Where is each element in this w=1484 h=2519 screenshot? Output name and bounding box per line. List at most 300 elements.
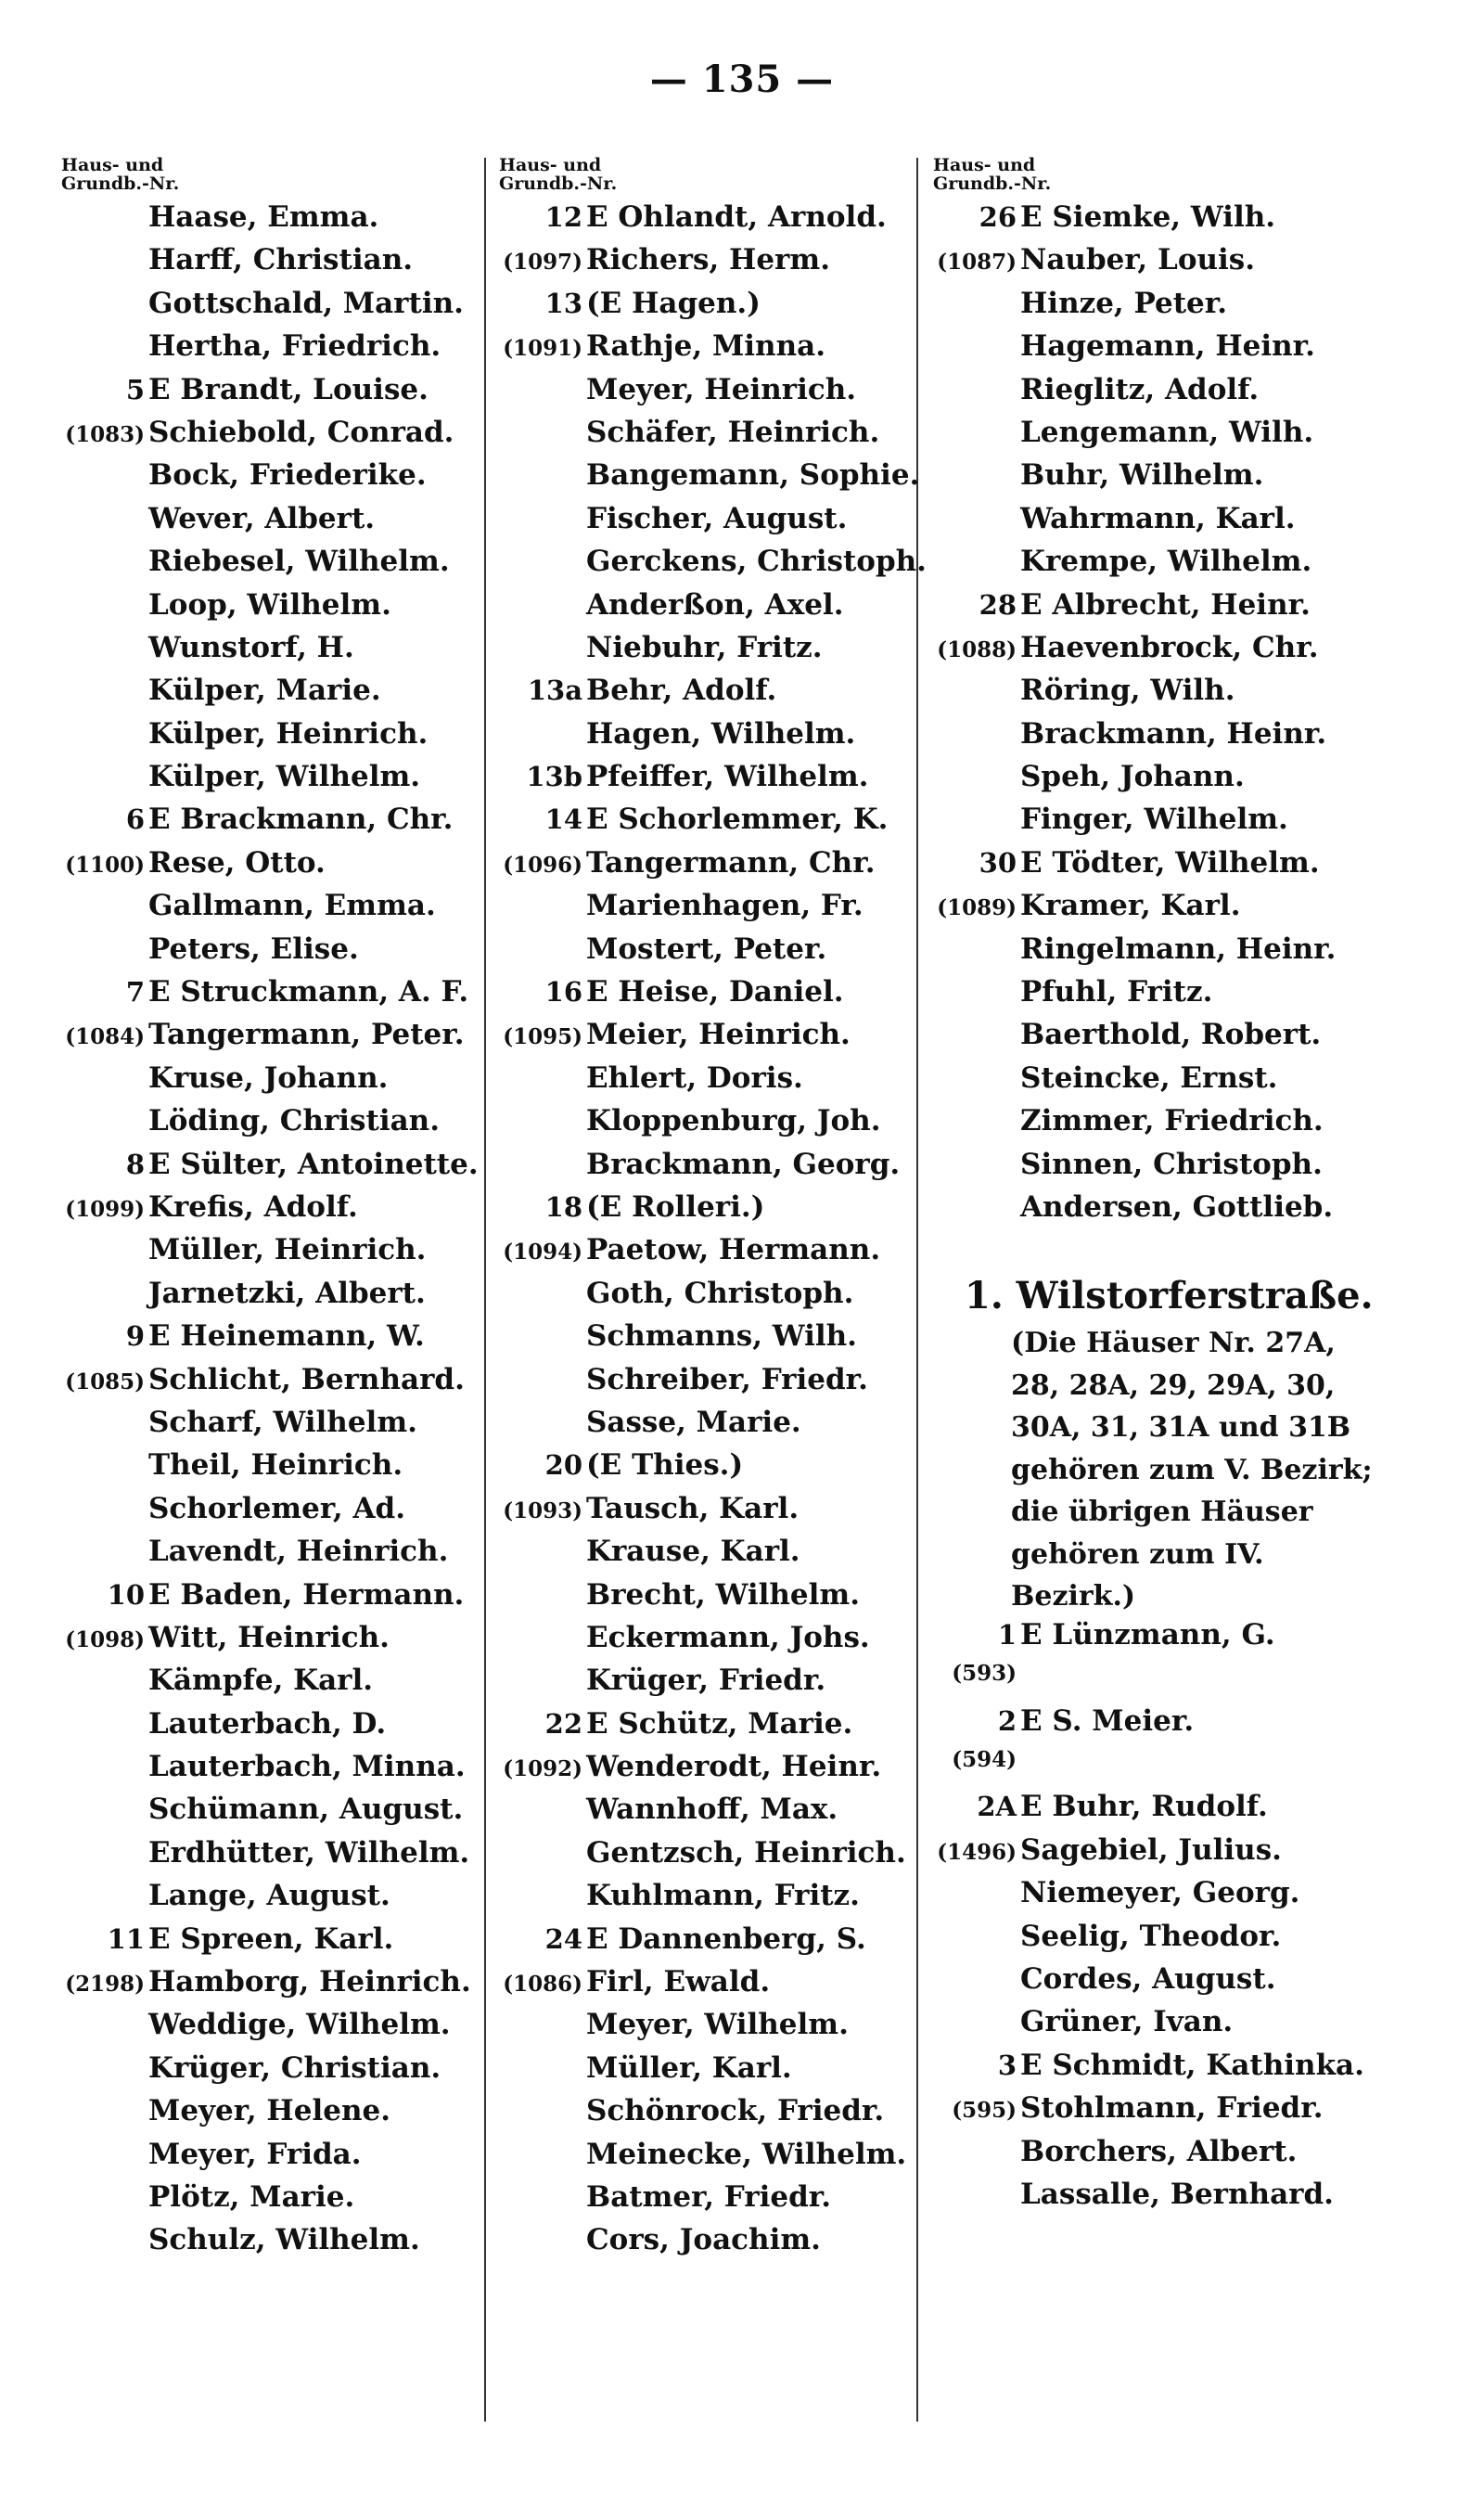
house-number: (1083) — [65, 421, 145, 447]
resident-name: Müller, Karl. — [586, 2050, 792, 2085]
resident-name: Gerckens, Christoph. — [586, 545, 927, 579]
resident-name: E Albrecht, Heinr. — [1020, 587, 1311, 622]
resident-name: Rieglitz, Adolf. — [1020, 372, 1260, 406]
house-number: 30 — [979, 846, 1017, 879]
resident-name: E Heise, Daniel. — [586, 975, 844, 1009]
directory-entry — [56, 1707, 473, 1750]
resident-name: (E Thies.) — [586, 1448, 744, 1483]
directory-entry — [56, 1793, 473, 1835]
resident-name: Mostert, Peter. — [586, 932, 827, 966]
directory-entry — [493, 803, 920, 845]
section-note: (Die Häuser Nr. 27A, 28, 28A, 29, 29A, 30, 30A, 31, 31A und 31B gehören zum V. Bezirk; die übrigen Häuser gehören zum IV. Bezirk.) — [1011, 1327, 1373, 1613]
directory-entry — [56, 1621, 473, 1664]
directory-entry — [493, 287, 920, 329]
resident-name: Schlicht, Bernhard. — [148, 1362, 465, 1396]
section-heading: 1. Wilstorferstraße. — [965, 1274, 1374, 1318]
house-number: 13a — [527, 675, 582, 707]
resident-name: Grüner, Ivan. — [1020, 2005, 1234, 2039]
directory-entry — [56, 243, 473, 286]
resident-name: Gentzsch, Heinrich. — [586, 1835, 906, 1870]
house-number: 26 — [979, 201, 1017, 233]
directory-entry — [493, 1277, 920, 1319]
resident-name: Nauber, Louis. — [1020, 243, 1256, 277]
resident-name: Lauterbach, D. — [148, 1706, 387, 1741]
resident-name: Harff, Christian. — [148, 243, 414, 277]
house-number: 2 — [997, 1704, 1017, 1737]
house-number: 10 — [107, 1578, 145, 1611]
directory-entry — [493, 1664, 920, 1706]
resident-name: Plötz, Marie. — [148, 2179, 355, 2214]
house-number: (1496) — [937, 1839, 1017, 1865]
house-number: 6 — [125, 803, 145, 836]
resident-name: Goth, Christoph. — [586, 1276, 854, 1310]
directory-entry — [493, 1578, 920, 1621]
directory-entry — [493, 1836, 920, 1879]
resident-name: Speh, Johann. — [1020, 760, 1245, 794]
directory-entry — [928, 1962, 1410, 2005]
house-number: (1089) — [937, 895, 1017, 921]
directory-entry — [56, 846, 473, 889]
resident-name: Külper, Heinrich. — [148, 716, 429, 751]
directory-entry — [56, 416, 473, 458]
directory-entry — [56, 2180, 473, 2223]
resident-name: Jarnetzki, Albert. — [148, 1276, 426, 1310]
directory-entry — [56, 1836, 473, 1879]
resident-name: Sagebiel, Julius. — [1020, 1832, 1282, 1867]
house-number: 5 — [125, 373, 145, 405]
directory-entry — [493, 1965, 920, 2008]
resident-name: Finger, Wilhelm. — [1020, 803, 1288, 837]
resident-name: Brackmann, Heinr. — [1020, 716, 1327, 751]
directory-entry — [56, 932, 473, 975]
resident-name: Wannhoff, Max. — [586, 1793, 838, 1827]
directory-entry — [928, 545, 1410, 587]
resident-name: Stohlmann, Friedr. — [1020, 2091, 1324, 2126]
house-number: (1094) — [503, 1240, 582, 1266]
resident-name: Brecht, Wilhelm. — [586, 1577, 861, 1612]
directory-entry — [493, 1406, 920, 1448]
directory-entry — [56, 545, 473, 587]
directory-entry — [56, 1277, 473, 1319]
resident-name: Theil, Heinrich. — [148, 1448, 403, 1483]
directory-entry — [493, 1448, 920, 1491]
resident-name: (E Hagen.) — [586, 286, 761, 320]
resident-name: Tangermann, Peter. — [148, 1018, 465, 1052]
directory-entry — [493, 631, 920, 674]
resident-name: Wunstorf, H. — [148, 630, 354, 664]
resident-name: Zimmer, Friedrich. — [1020, 1104, 1324, 1138]
house-number: 24 — [544, 1922, 582, 1955]
directory-entry — [928, 373, 1410, 416]
resident-name: Brackmann, Georg. — [586, 1147, 901, 1181]
resident-name: Eckermann, Johs. — [586, 1620, 870, 1654]
directory-entry — [928, 458, 1410, 501]
resident-name: Paetow, Hermann. — [586, 1233, 881, 1267]
resident-name: Krempe, Wilhelm. — [1020, 545, 1312, 579]
resident-name: Schreiber, Friedr. — [586, 1362, 868, 1396]
directory-entry — [928, 1920, 1410, 1962]
house-number: 18 — [544, 1190, 582, 1223]
resident-name: Tausch, Karl. — [586, 1491, 800, 1525]
directory-entry — [56, 1448, 473, 1491]
directory-entry — [493, 1922, 920, 1965]
resident-name: Hagemann, Heinr. — [1020, 329, 1315, 364]
directory-entry — [56, 1406, 473, 1448]
directory-entry — [928, 1833, 1410, 1876]
resident-name: Buhr, Wilhelm. — [1020, 458, 1264, 493]
resident-name: Scharf, Wilhelm. — [148, 1405, 417, 1439]
house-number: (1099) — [65, 1196, 145, 1222]
resident-name: E Schmidt, Kathinka. — [1020, 2048, 1364, 2082]
resident-name: Hinze, Peter. — [1020, 286, 1228, 320]
resident-name: Sasse, Marie. — [586, 1405, 801, 1439]
directory-entry — [493, 588, 920, 631]
directory-entry — [493, 458, 920, 501]
resident-name: Cors, Joachim. — [586, 2223, 821, 2257]
directory-entry — [56, 631, 473, 674]
directory-entry — [56, 1578, 473, 1621]
directory-entry — [56, 1018, 473, 1060]
directory-entry — [56, 373, 473, 416]
resident-name: Batmer, Friedr. — [586, 2179, 832, 2214]
directory-entry — [56, 803, 473, 845]
directory-entry — [493, 200, 920, 243]
house-number: 22 — [544, 1707, 582, 1740]
house-number: (1093) — [503, 1497, 582, 1523]
house-number: 28 — [979, 588, 1017, 621]
resident-name: Kuhlmann, Fritz. — [586, 1879, 860, 1913]
resident-name: Loop, Wilhelm. — [148, 587, 391, 622]
resident-name: E Brackmann, Chr. — [148, 803, 454, 837]
directory-entry — [56, 717, 473, 760]
resident-name: E Lünzmann, G. — [1020, 1617, 1275, 1651]
directory-entry — [928, 502, 1410, 545]
directory-entry — [928, 631, 1410, 674]
directory-entry — [928, 2135, 1410, 2178]
resident-name: Lange, August. — [148, 1879, 390, 1913]
resident-name: Bock, Friederike. — [148, 458, 427, 493]
directory-entry — [493, 243, 920, 286]
column-header: Haus- und Grundb.-Nr. — [499, 155, 618, 194]
resident-name: Schmanns, Wilh. — [586, 1319, 857, 1354]
resident-name: Steincke, Ernst. — [1020, 1060, 1278, 1095]
directory-entry — [493, 545, 927, 587]
house-number: (1095) — [503, 1024, 582, 1050]
directory-entry — [493, 2094, 920, 2137]
directory-entry — [56, 2008, 473, 2050]
resident-name: Lassalle, Bernhard. — [1020, 2177, 1334, 2211]
directory-entry — [928, 1790, 1410, 1832]
resident-name: Niemeyer, Georg. — [1020, 1876, 1300, 1910]
column-divider — [484, 158, 486, 2422]
resident-name: Gallmann, Emma. — [148, 889, 436, 923]
house-number: 12 — [544, 201, 582, 233]
column-2 — [493, 155, 927, 2267]
directory-entry — [928, 1148, 1410, 1190]
resident-name: Gottschald, Martin. — [148, 286, 464, 320]
directory-entry — [493, 1363, 920, 1406]
house-number: (593) — [952, 1661, 1017, 1687]
directory-entry — [56, 1922, 473, 1965]
resident-name: Anderßon, Axel. — [586, 587, 844, 622]
resident-name: Baerthold, Robert. — [1020, 1018, 1322, 1052]
directory-entry — [493, 1319, 920, 1362]
resident-name: Müller, Heinrich. — [148, 1233, 427, 1267]
house-number: (1086) — [503, 1972, 582, 1998]
directory-entry — [56, 2051, 473, 2094]
directory-entry — [493, 2138, 920, 2180]
directory-entry — [928, 1190, 1410, 1233]
resident-name: Haase, Emma. — [148, 200, 379, 234]
resident-name: Kruse, Johann. — [148, 1060, 389, 1095]
directory-entry — [56, 1879, 473, 1921]
directory-entry — [493, 932, 920, 975]
resident-name: Tangermann, Chr. — [586, 845, 876, 880]
directory-entry — [56, 1363, 473, 1406]
directory-entry — [928, 846, 1410, 889]
directory-entry — [928, 717, 1410, 760]
directory-entry — [928, 1661, 1410, 1703]
directory-entry — [928, 2178, 1410, 2220]
directory-entry — [56, 1319, 473, 1362]
house-number: (595) — [952, 2098, 1017, 2124]
directory-entry — [56, 1535, 473, 1577]
directory-entry — [493, 1707, 920, 1750]
resident-name: Marienhagen, Fr. — [586, 889, 864, 923]
house-number: (1084) — [65, 1024, 145, 1050]
directory-entry — [493, 1793, 920, 1835]
directory-entry — [928, 200, 1410, 243]
directory-entry — [928, 674, 1410, 716]
resident-name: (E Rolleri.) — [586, 1189, 765, 1224]
resident-name: Wenderodt, Heinr. — [586, 1750, 882, 1784]
house-number: (2198) — [65, 1972, 145, 1998]
directory-entry — [56, 1233, 473, 1276]
resident-name: Hamborg, Heinrich. — [148, 1965, 471, 1999]
house-number: (1096) — [503, 852, 582, 878]
house-number: 16 — [544, 976, 582, 1009]
directory-entry — [493, 846, 920, 889]
directory-entry — [493, 975, 920, 1018]
resident-name: Meyer, Wilhelm. — [586, 2008, 849, 2042]
directory-entry — [493, 889, 920, 932]
directory-entry — [493, 1750, 920, 1793]
directory-entry — [928, 932, 1410, 975]
resident-name: Firl, Ewald. — [586, 1965, 771, 1999]
directory-entry — [928, 1061, 1410, 1104]
resident-name: Seelig, Theodor. — [1020, 1919, 1282, 1953]
resident-name: Haevenbrock, Chr. — [1020, 630, 1319, 664]
resident-name: E Struckmann, A. F. — [148, 975, 469, 1009]
directory-entry — [928, 1618, 1410, 1661]
directory-entry — [928, 1704, 1410, 1747]
directory-entry — [56, 502, 473, 545]
directory-entry — [493, 1492, 920, 1535]
column-3 — [928, 156, 1410, 2220]
house-number: (1097) — [503, 250, 582, 276]
directory-entry — [928, 243, 1410, 286]
resident-name: Lengemann, Wilh. — [1020, 415, 1314, 449]
resident-name: Niebuhr, Fritz. — [586, 630, 823, 664]
directory-entry — [493, 2223, 920, 2266]
directory-entry — [493, 717, 920, 760]
resident-name: E Sülter, Antoinette. — [148, 1147, 479, 1181]
resident-name: Löding, Christian. — [148, 1104, 441, 1138]
directory-entry — [928, 588, 1410, 631]
directory-entry — [493, 2008, 920, 2050]
directory-entry — [56, 975, 473, 1018]
directory-entry — [493, 373, 920, 416]
directory-entry — [928, 1018, 1410, 1060]
resident-name: Kramer, Karl. — [1020, 889, 1241, 923]
resident-name: Krüger, Christian. — [148, 2050, 441, 2085]
directory-entry — [493, 1018, 920, 1060]
directory-entry — [928, 889, 1410, 932]
directory-entry — [928, 287, 1410, 329]
resident-name: Kämpfe, Karl. — [148, 1664, 374, 1698]
resident-name: Krefis, Adolf. — [148, 1189, 358, 1224]
resident-name: E Dannenberg, S. — [586, 1921, 866, 1956]
directory-entry — [56, 760, 473, 803]
resident-name: Weddige, Wilhelm. — [148, 2008, 451, 2042]
directory-entry — [56, 2138, 473, 2180]
resident-name: Wahrmann, Karl. — [1020, 501, 1296, 535]
house-number: 3 — [997, 2049, 1017, 2081]
resident-name: Richers, Herm. — [586, 243, 830, 277]
resident-name: Meyer, Heinrich. — [586, 372, 857, 406]
directory-entry — [493, 1879, 920, 1921]
resident-name: Külper, Wilhelm. — [148, 760, 421, 794]
resident-name: Kloppenburg, Joh. — [586, 1104, 881, 1138]
resident-name: Andersen, Gottlieb. — [1020, 1189, 1334, 1224]
resident-name: Ehlert, Doris. — [586, 1060, 803, 1095]
resident-name: Fischer, August. — [586, 501, 848, 535]
column-header: Haus- und Grundb.-Nr. — [933, 155, 1052, 194]
directory-entry — [493, 760, 920, 803]
resident-name: Schorlemer, Ad. — [148, 1491, 406, 1525]
directory-entry — [928, 803, 1410, 845]
resident-name: Witt, Heinrich. — [148, 1620, 390, 1654]
resident-name: Pfeiffer, Wilhelm. — [586, 760, 869, 794]
directory-entry — [928, 2005, 1410, 2048]
resident-name: E Ohlandt, Arnold. — [586, 200, 887, 234]
house-number: 13b — [526, 761, 582, 793]
house-number: (1092) — [503, 1756, 582, 1782]
resident-name: Peters, Elise. — [148, 932, 359, 966]
directory-entry — [928, 975, 1410, 1018]
resident-name: Krause, Karl. — [586, 1535, 800, 1569]
resident-name: E Spreen, Karl. — [148, 1921, 394, 1956]
directory-entry — [928, 1747, 1410, 1790]
directory-entry — [493, 1061, 920, 1104]
column-rows — [928, 200, 1410, 1233]
resident-name: Hagen, Wilhelm. — [586, 716, 856, 751]
directory-entry — [493, 1104, 920, 1147]
section-rows — [928, 1618, 1410, 2220]
resident-name: Meyer, Helene. — [148, 2094, 391, 2128]
resident-name: E Baden, Hermann. — [148, 1577, 465, 1612]
house-number: 8 — [125, 1148, 145, 1180]
directory-entry — [928, 2091, 1410, 2134]
directory-entry — [928, 329, 1410, 372]
directory-entry — [56, 889, 473, 932]
directory-entry — [493, 502, 920, 545]
directory-entry — [56, 329, 473, 372]
resident-name: Behr, Adolf. — [586, 674, 777, 708]
directory-entry — [493, 329, 920, 372]
directory-entry — [56, 458, 473, 501]
resident-name: Lavendt, Heinrich. — [148, 1535, 449, 1569]
resident-name: E Tödter, Wilhelm. — [1020, 845, 1320, 880]
resident-name: Meinecke, Wilhelm. — [586, 2137, 907, 2171]
directory-entry — [56, 1965, 473, 2008]
resident-name: Schönrock, Friedr. — [586, 2094, 885, 2128]
directory-entry — [56, 287, 473, 329]
directory-entry — [928, 1104, 1410, 1147]
directory-entry — [493, 2051, 920, 2094]
directory-entry — [56, 1664, 473, 1706]
resident-name: Meier, Heinrich. — [586, 1018, 851, 1052]
directory-entry — [493, 416, 920, 458]
directory-entry — [928, 2049, 1410, 2091]
resident-name: Riebesel, Wilhelm. — [148, 545, 450, 579]
directory-entry — [56, 2223, 473, 2266]
resident-name: Ringelmann, Heinr. — [1020, 932, 1337, 966]
directory-entry — [56, 1104, 473, 1147]
house-number: (1088) — [937, 636, 1017, 662]
resident-name: Pfuhl, Fritz. — [1020, 975, 1213, 1009]
resident-name: Lauterbach, Minna. — [148, 1750, 466, 1784]
resident-name: Cordes, August. — [1020, 1962, 1276, 1996]
resident-name: Sinnen, Christoph. — [1020, 1147, 1323, 1181]
house-number: (1091) — [503, 336, 582, 362]
resident-name: E Schütz, Marie. — [586, 1706, 853, 1741]
resident-name: Wever, Albert. — [148, 501, 376, 535]
resident-name: E Brandt, Louise. — [148, 372, 429, 406]
column-rows — [493, 200, 927, 2267]
resident-name: Bangemann, Sophie. — [586, 458, 920, 493]
directory-entry — [56, 2094, 473, 2137]
resident-name: Röring, Wilh. — [1020, 674, 1235, 708]
house-number: 11 — [107, 1922, 145, 1955]
directory-entry — [928, 760, 1410, 803]
resident-name: Erdhütter, Wilhelm. — [148, 1835, 470, 1870]
house-number: 20 — [544, 1449, 582, 1482]
house-number: 9 — [125, 1320, 145, 1353]
house-number: 7 — [125, 976, 145, 1009]
directory-entry — [56, 1190, 473, 1233]
house-number: (1087) — [937, 250, 1017, 276]
resident-name: Schiebold, Conrad. — [148, 415, 454, 449]
house-number: 2A — [977, 1791, 1017, 1823]
resident-name: E S. Meier. — [1020, 1703, 1195, 1738]
directory-entry — [493, 2180, 920, 2223]
resident-name: E Buhr, Rudolf. — [1020, 1790, 1268, 1824]
house-number: (1098) — [65, 1626, 145, 1652]
directory-entry — [56, 1061, 473, 1104]
resident-name: Rese, Otto. — [148, 845, 326, 880]
directory-entry — [56, 1750, 473, 1793]
directory-entry — [56, 674, 473, 716]
directory-entry — [493, 674, 920, 716]
resident-name: Krüger, Friedr. — [586, 1664, 826, 1698]
house-number: (594) — [952, 1747, 1017, 1773]
house-number: 14 — [544, 803, 582, 836]
resident-name: Hertha, Friedrich. — [148, 329, 441, 364]
resident-name: Külper, Marie. — [148, 674, 381, 708]
resident-name: Schulz, Wilhelm. — [148, 2223, 420, 2257]
directory-entry — [56, 1147, 479, 1190]
